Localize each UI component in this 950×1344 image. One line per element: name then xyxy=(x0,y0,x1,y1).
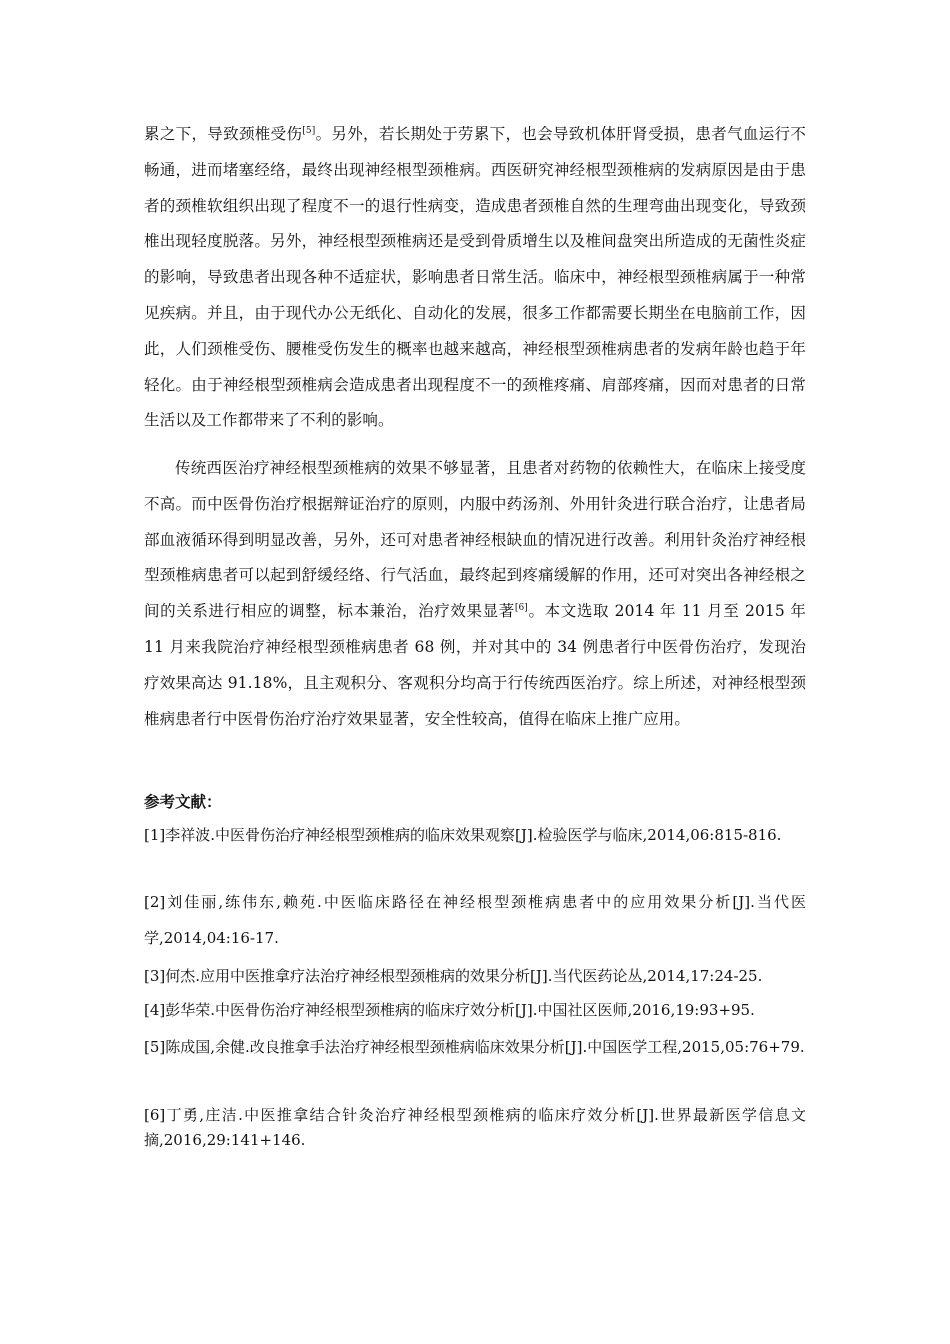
references-heading: 参考文献： xyxy=(144,792,222,811)
paragraph-text-start: 传统西医治疗神经根型颈椎病的效果不够显著，且患者对药物的依赖性大，在临床上接受度不高。而中医骨伤治疗根据辩证治疗的原则，内服中药汤剂、外用针灸进行联合治疗，让患者局部血液循环得到明显改善，另外，还可对患者神经根缺血的情况进行改善。利用针灸治疗神经根型颈椎病患者可以起到舒缓经络、行气活血，最终起到疼痛缓解的作用，还可对突出各神经根之间的关系进行相应的调整，标本兼治，治疗效果显著 xyxy=(144,459,806,621)
reference-item-2: [2]刘佳丽,练伟东,赖苑.中医临床路径在神经根型颈椎病患者中的应用效果分析[J].当代医学,2014,04:16-17. xyxy=(144,893,806,947)
reference-item-1: [1]李祥波.中医骨伤治疗神经根型颈椎病的临床效果观察[J].检验医学与临床,2014,06:815-816. xyxy=(144,826,782,844)
reference-item-6: [6]丁勇,庄洁.中医推拿结合针灸治疗神经根型颈椎病的临床疗效分析[J].世界最新医学信息文摘,2016,29:141+146. xyxy=(144,1106,806,1149)
paragraph-text xyxy=(144,117,806,439)
paragraph-text xyxy=(144,451,806,737)
citation-marker: [6] xyxy=(514,603,528,614)
reference-item-3: [3]何杰.应用中医推拿疗法治疗神经根型颈椎病的效果分析[J].当代医药论丛,2014,17:24-25. xyxy=(144,967,763,985)
citation-marker: [5] xyxy=(302,126,316,136)
paragraph-text-rest: 。另外，若长期处于劳累下，也会导致机体肝肾受损，患者气血运行不畅通，进而堵塞经络，最终出现神经根型颈椎病。西医研究神经根型颈椎病的发病原因是由于患者的颈椎软组织出现了程度不一的退行性病变，造成患者颈椎自然的生理弯曲出现变化，导致颈椎出现轻度脱落。另外，神经根型颈椎病还是受到骨质增生以及椎间盘突出所造成的无菌性炎症的影响，导致患者出现各种不适症状，影响患者日常生活。临床中，神经根型颈椎病属于一种常见疾病。并且，由于现代办公无纸化、自动化的发展，很多工作都需要长期坐在电脑前工作，因此，人们颈椎受伤、腰椎受伤发生的概率也越来越高，神经根型颈椎病患者的发病年龄也趋于年轻化。由于神经根型颈椎病会造成患者出现程度不一的颈椎疼痛、肩部疼痛，因而对患者的日常生活以及工作都带来了不利的影响。 xyxy=(144,125,806,430)
body-paragraph-1 xyxy=(144,117,806,439)
body-paragraph-2 xyxy=(144,451,806,737)
reference-item-5: [5]陈成国,余健.改良推拿手法治疗神经根型颈椎病临床效果分析[J].中国医学工程,2015,05:76+79. xyxy=(144,1038,805,1056)
paragraph-text-rest: 。本文选取 2014 年 11 月至 2015 年 11 月来我院治疗神经根型颈椎病患者 68 例，并对其中的 34 例患者行中医骨伤治疗，发现治疗效果高达 91.18%，且主观积分、客观积分均高于行传统西医治疗。综上所述，对神经根型颈椎病患者行中医骨伤治疗治疗效果显著，安全性较高，值得在临床上推广应用。 xyxy=(144,602,806,728)
reference-item-4: [4]彭华荣.中医骨伤治疗神经根型颈椎病的临床疗效分析[J].中国社区医师,2016,19:93+95. xyxy=(144,1001,755,1019)
paragraph-text-start: 累之下，导致颈椎受伤 xyxy=(144,125,303,143)
